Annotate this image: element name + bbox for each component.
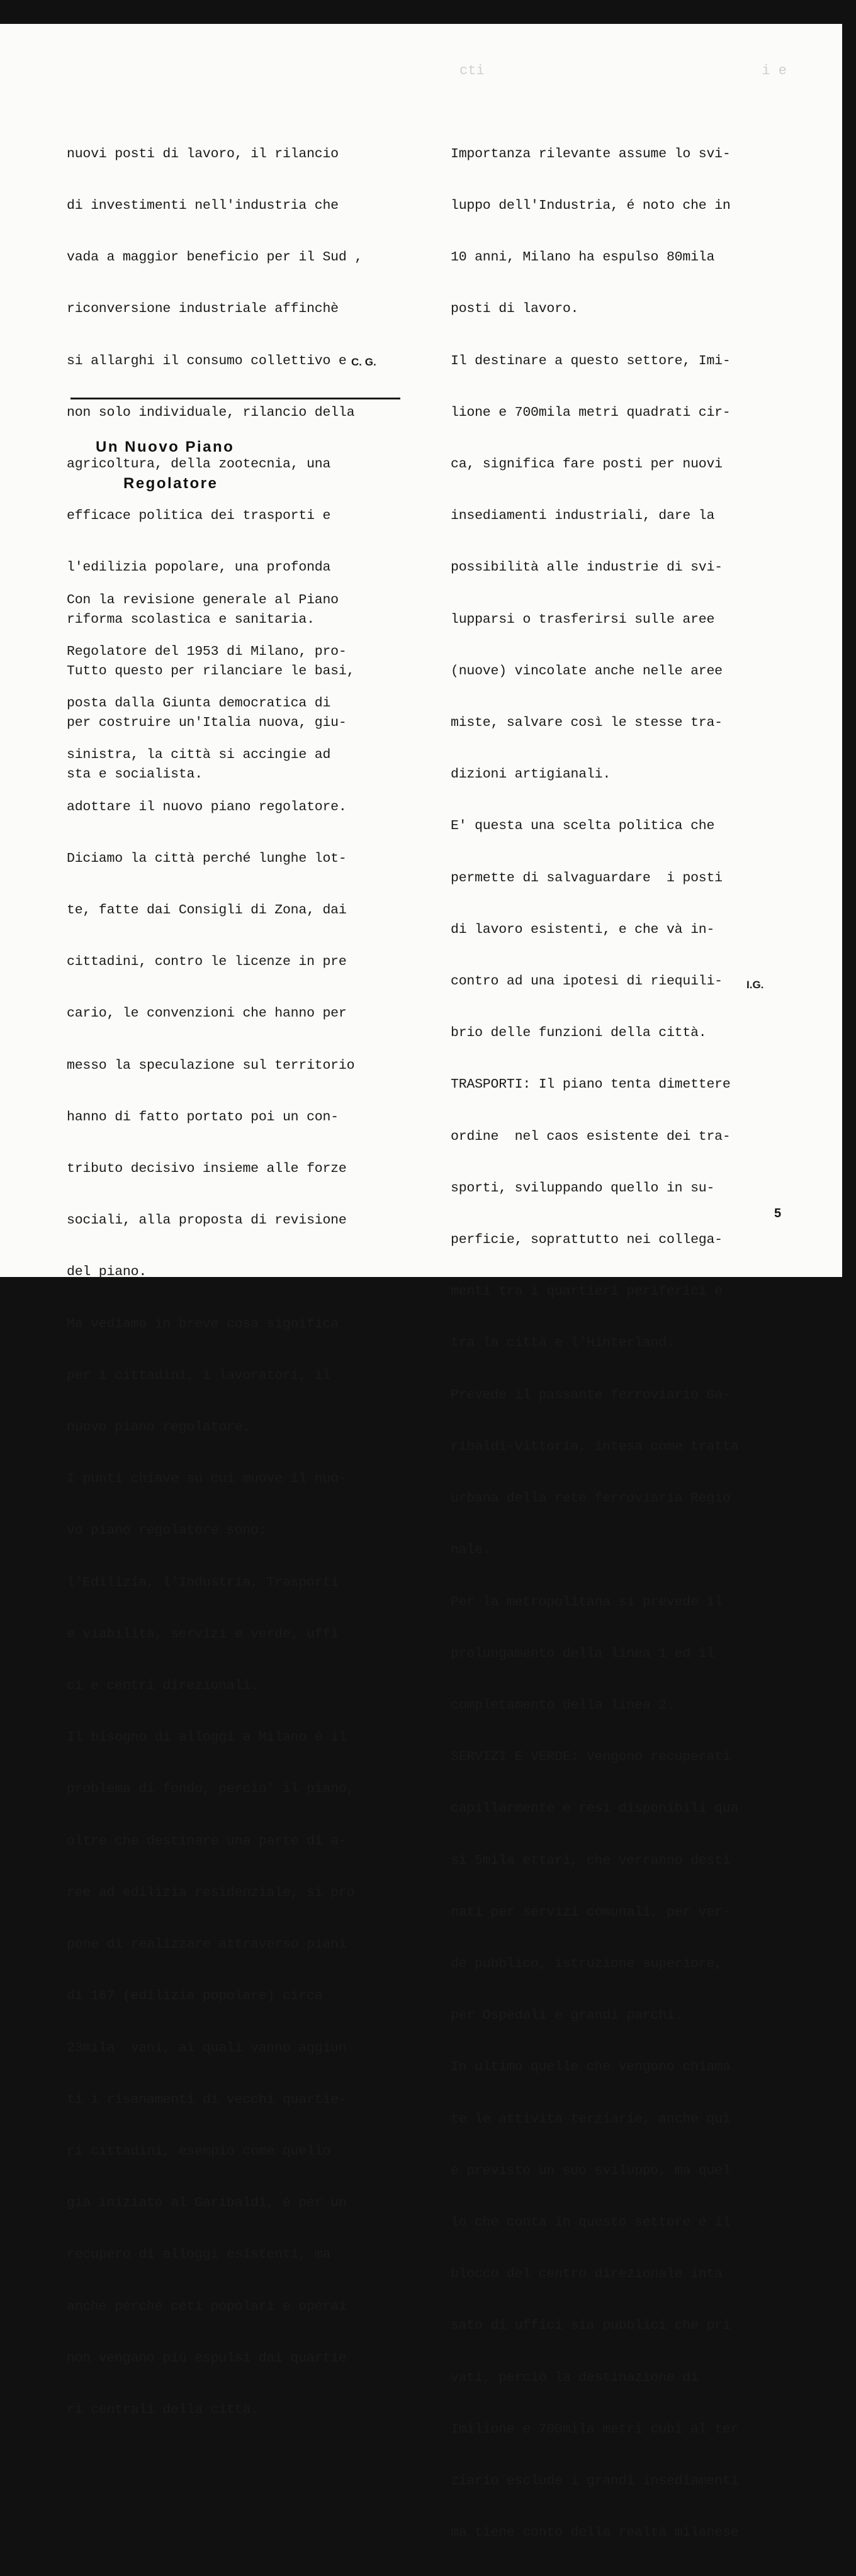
article-body-right <box>451 111 738 2576</box>
text-line: sta e socialista. <box>67 767 203 783</box>
text-line: problema di fondo, percio' il piano, <box>67 1781 355 1797</box>
text-line: luppo dell'Industria, é noto che in <box>451 198 731 214</box>
text-line: vo piano regolatore sono: <box>67 1523 267 1539</box>
text-line: ca, significa fare posti per nuovi <box>451 457 723 472</box>
text-line: ri centrali della città. <box>67 2402 259 2417</box>
text-line: In ultimo quelle che vengono chiama <box>451 2060 731 2075</box>
bleed-through-right: i e <box>762 63 787 79</box>
text-line: contro ad una ipotesi di riequili- <box>451 974 723 990</box>
page-number: 5 <box>774 1207 782 1220</box>
text-line: posta dalla Giunta democratica di <box>67 696 331 711</box>
text-line: ordine nel caos esistente dei tra- <box>451 1129 731 1144</box>
section-divider <box>70 398 400 399</box>
text-line: urbana della rete ferroviaria Regio <box>451 1491 731 1507</box>
text-line: Regolatore del 1953 di Milano, pro- <box>67 644 347 660</box>
text-line: di investimenti nell'industria che <box>67 198 339 214</box>
text-line: de pubblico, istruzione superiore, <box>451 1956 723 1971</box>
text-line: nale. <box>451 1542 491 1558</box>
text-line: Il destinare a questo settore, Imi- <box>451 353 731 369</box>
text-line: lione e 700mila metri quadrati cir- <box>451 404 731 420</box>
article-title-line-2: Regolatore <box>123 475 218 492</box>
text-line: messo la speculazione sul territorio <box>67 1057 355 1073</box>
text-line: blocco del centro direzionale inta <box>451 2267 723 2282</box>
text-line: si 5mila ettari, che verranno desti <box>451 1853 731 1868</box>
text-line: nati per servizi comunali, per ver- <box>451 1904 731 1920</box>
text-line: hanno di fatto portato poi un con- <box>67 1109 339 1125</box>
text-line: possibilità alle industrie di svi- <box>451 560 723 576</box>
text-line: menti tra i quartieri periferici e <box>451 1284 723 1300</box>
text-line: efficace politica dei trasporti e <box>67 508 331 524</box>
text-line: vati, perciò la destinazione di <box>451 2370 699 2385</box>
text-line: nuovi posti di lavoro, il rilancio <box>67 146 339 162</box>
text-line: riconversione industriale affinchè <box>67 301 339 317</box>
text-line: oltre che destinare una parte di a- <box>67 1833 347 1849</box>
text-line: Tutto questo per rilanciare le basi, <box>67 663 355 679</box>
text-line: lo che conta in questo settore é il <box>451 2214 731 2230</box>
text-line: per Ospedali e grandi parchi. <box>451 2008 683 2024</box>
text-line: cittadini, contro le licenze in pre <box>67 954 347 970</box>
text-line: ri cittadini, esempio come quello <box>67 2143 331 2159</box>
text-line: nuovo piano regolatore. <box>67 1420 251 1436</box>
text-line: E' questa una scelta politica che <box>451 818 715 834</box>
text-line: già iniziato al Garibaldi, é per un <box>67 2195 347 2211</box>
text-line: ribaldi-Vittoria, intesa come tratta <box>451 1439 739 1454</box>
text-line: é previsto un suo sviluppo, ma quel <box>451 2163 731 2178</box>
text-line: sato di uffici sia pubblici che pri <box>451 2318 731 2334</box>
text-line: sporti, sviluppando quello in su- <box>451 1180 715 1196</box>
text-line: ma tiene conto della realtà milanese <box>451 2525 739 2541</box>
text-line: Per la metropolitana si prevede il <box>451 1594 723 1610</box>
text-line: miste, salvare così le stesse tra- <box>451 715 723 731</box>
text-line: (nuove) vincolate anche nelle aree <box>451 663 723 679</box>
text-line: di lavoro esistenti, e che và in- <box>451 922 715 937</box>
text-line: permette di salvaguardare i posti <box>451 870 723 886</box>
text-line: vada a maggior beneficio per il Sud , <box>67 250 363 265</box>
text-line: Prevede il passante ferroviario Ga- <box>451 1387 731 1403</box>
text-line: I punti chiave su cui muove il nuo- <box>67 1471 347 1487</box>
text-line: sinistra, la città si accingie ad <box>67 747 331 763</box>
article-body-left <box>67 557 354 2453</box>
text-line: tributo decisivo insieme alle forze <box>67 1161 347 1177</box>
text-line: l'edilizia popolare, una profonda <box>67 560 331 576</box>
text-line: si allarghi il consumo collettivo e <box>67 353 347 369</box>
text-line: posti di lavoro. <box>451 301 579 317</box>
text-line: te le attività terziarie, anche quì <box>451 2111 731 2127</box>
text-line: Diciamo la città perché lunghe lot- <box>67 850 347 866</box>
text-line: pone di realizzare attraverso piani <box>67 1937 347 1953</box>
article-title-line-1: Un Nuovo Piano <box>96 438 235 455</box>
text-line: e viabilità, servizi e verde, uffi <box>67 1626 339 1642</box>
text-line: ci e centri direzionali. <box>67 1678 259 1694</box>
text-line: Il bisogno di alloggi a Milano é il <box>67 1730 347 1746</box>
text-line: sociali, alla proposta di revisione <box>67 1213 347 1229</box>
bleed-through-left: cti <box>459 63 485 79</box>
text-line: per i cittadini, i lavoratori, il <box>67 1368 331 1383</box>
text-line: te, fatte dai Consigli di Zona, dai <box>67 903 347 918</box>
text-line: prolungamento della linea 1 ed il <box>451 1646 715 1661</box>
text-line: recupero di alloggi esistenti, ma <box>67 2247 331 2263</box>
text-line: agricoltura, della zootecnia, una <box>67 457 331 472</box>
text-line: cario, le convenzioni che hanno per <box>67 1006 347 1022</box>
text-line: 23mila vani, ai quali vanno aggiun <box>67 2040 347 2056</box>
text-line: ti i risanamenti di vecchi quartie- <box>67 2092 347 2107</box>
previous-article-signature: C. G. <box>351 356 376 368</box>
text-line: anche perché ceti popolari e operai <box>67 2299 347 2314</box>
text-line: tra la città e l'Hinterland. <box>451 1335 675 1351</box>
text-line: perficie, soprattutto nei collega- <box>451 1232 723 1248</box>
text-line: per costruire un'Italia nuova, giu- <box>67 715 347 731</box>
text-line: adottare il nuovo piano regolatore. <box>67 799 347 815</box>
text-line: non solo individuale, rilancio della <box>67 404 355 420</box>
text-line: non vengano più espulsi dai quartie <box>67 2350 347 2366</box>
text-line: l'Edilizia, l'Industria, Trasporti <box>67 1575 339 1590</box>
text-line: Imilione e 700mila metri cubi al ter <box>451 2421 739 2437</box>
scan-top-border <box>0 0 856 24</box>
text-line: dizioni artigianali. <box>451 767 611 783</box>
text-line: ree ad edilizia residenziale, si pro <box>67 1885 355 1900</box>
text-line: brio delle funzioni della città. <box>451 1025 707 1041</box>
text-line: capillarmente e resi disponibili qua <box>451 1801 739 1817</box>
text-line: TRASPORTI: Il piano tenta dimettere <box>451 1077 731 1093</box>
article-signature: I.G. <box>746 979 764 991</box>
bleed-through-header <box>459 63 787 79</box>
text-line: Ma vediamo in breve cosa significa <box>67 1316 339 1332</box>
document-page <box>0 24 856 2541</box>
text-line: SERVIZI E VERDE: Vengono recuperati <box>451 1749 731 1765</box>
text-line: Con la revisione generale al Piano <box>67 592 339 608</box>
text-line: del piano. <box>67 1264 147 1280</box>
text-line: lupparsi o trasferirsi sulle aree <box>451 611 715 627</box>
scan-right-border <box>842 24 856 1277</box>
text-line: Importanza rilevante assume lo svi- <box>451 146 731 162</box>
text-line: insediamenti industriali, dare la <box>451 508 715 524</box>
text-line: 10 anni, Milano ha espulso 80mila <box>451 250 715 265</box>
text-line: riforma scolastica e sanitaria. <box>67 611 315 627</box>
text-line: completamento della linea 2. <box>451 1697 675 1713</box>
text-line: ziario esclude i grandi insediamenti <box>451 2473 739 2489</box>
text-line: di 167 (edilizia popolare) circa <box>67 1988 323 2004</box>
